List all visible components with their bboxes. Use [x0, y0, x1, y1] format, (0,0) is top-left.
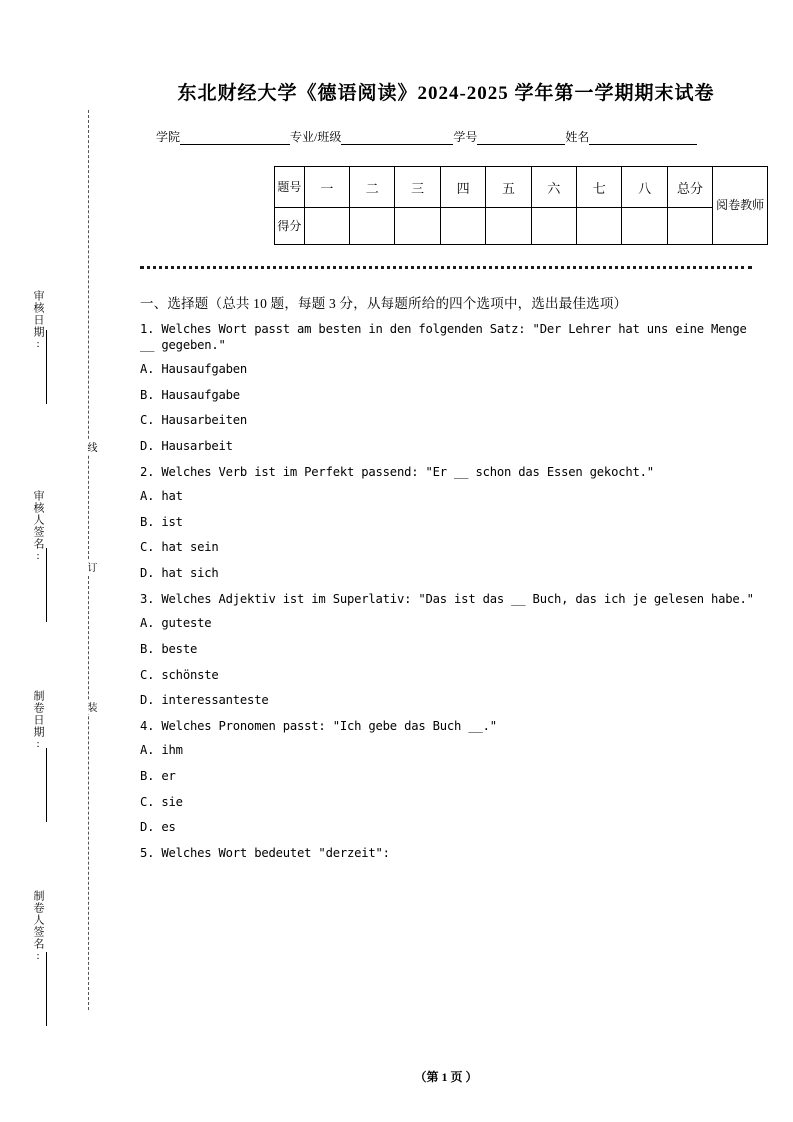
col-header-8: 八: [622, 167, 667, 208]
row-label-question-no: 题号: [275, 167, 305, 208]
score-cell-1[interactable]: [304, 208, 349, 245]
question-2-option-a[interactable]: A. hat: [140, 489, 183, 504]
score-cell-5[interactable]: [486, 208, 531, 245]
exam-page: [128, 0, 768, 1122]
col-header-4: 四: [440, 167, 485, 208]
question-5-text: 5. Welches Wort bedeutet "derzeit":: [140, 845, 390, 860]
question-1-option-a[interactable]: A. Hausaufgaben: [140, 362, 248, 377]
margin-bind-label: 订: [85, 562, 96, 572]
question-1-option-c[interactable]: C. Hausarbeiten: [140, 413, 248, 428]
score-cell-6[interactable]: [531, 208, 576, 245]
question-3-option-a[interactable]: A. guteste: [140, 616, 212, 631]
col-header-teacher: 阅卷教师: [713, 167, 768, 245]
page-footer: （第 1 页 ）: [414, 1070, 478, 1084]
col-header-7: 七: [577, 167, 622, 208]
table-row-header: [275, 167, 768, 208]
score-cell-7[interactable]: [577, 208, 622, 245]
col-header-3: 三: [395, 167, 440, 208]
margin-line-label: 线: [85, 442, 96, 452]
question-4-option-b[interactable]: B. er: [140, 768, 176, 783]
margin-review-date: 审核日期:: [32, 290, 44, 351]
question-4-option-c[interactable]: C. sie: [140, 794, 183, 809]
question-4-option-a[interactable]: A. ihm: [140, 743, 183, 758]
question-3-option-c[interactable]: C. schönste: [140, 667, 219, 682]
question-1-option-d[interactable]: D. Hausarbeit: [140, 439, 233, 454]
field-input-major[interactable]: [341, 131, 453, 145]
margin-blank-line-3: [46, 748, 48, 822]
margin-paper-date: 制卷日期:: [32, 690, 44, 751]
score-cell-2[interactable]: [350, 208, 395, 245]
question-3-option-d[interactable]: D. interessanteste: [140, 693, 269, 708]
margin-seal-label: 装: [85, 702, 96, 712]
divider-dotted: [140, 266, 752, 269]
score-cell-4[interactable]: [440, 208, 485, 245]
margin-blank-line-2: [46, 548, 48, 622]
score-cell-total[interactable]: [667, 208, 712, 245]
question-2-text: 2. Welches Verb ist im Perfekt passend: "Er __ schon das Essen gekocht.": [140, 464, 654, 479]
col-header-1: 一: [304, 167, 349, 208]
col-header-5: 五: [486, 167, 531, 208]
col-header-total: 总分: [667, 167, 712, 208]
question-4-option-d[interactable]: D. es: [140, 820, 176, 835]
margin-blank-line-1: [46, 330, 48, 404]
row-label-score: 得分: [275, 208, 305, 245]
margin-paper-maker-signature: 制卷人签名:: [32, 890, 44, 963]
margin-blank-line-4: [46, 952, 48, 1026]
field-input-college[interactable]: [180, 131, 290, 145]
field-label-studentid: 学号: [453, 130, 478, 144]
left-margin-annotations: [0, 0, 128, 1122]
field-label-major: 专业/班级: [290, 130, 342, 144]
question-4-text: 4. Welches Pronomen passt: "Ich gebe das Buch __.": [140, 718, 497, 733]
question-3-option-b[interactable]: B. beste: [140, 641, 198, 656]
question-2-option-b[interactable]: B. ist: [140, 514, 183, 529]
field-label-college: 学院: [156, 130, 181, 144]
field-label-name: 姓名: [565, 130, 590, 144]
section-heading: 一、选择题（总共 10 题，每题 3 分，从每题所给的四个选项中，选出最佳选项）: [140, 296, 628, 311]
field-input-name[interactable]: [589, 131, 697, 145]
table-row-scores: [275, 208, 768, 245]
question-list: [140, 322, 762, 870]
col-header-6: 六: [531, 167, 576, 208]
score-cell-3[interactable]: [395, 208, 440, 245]
question-2-option-c[interactable]: C. hat sein: [140, 540, 219, 555]
page-title: 东北财经大学《德语阅读》2024‑2025 学年第一学期期末试卷: [177, 83, 715, 104]
score-cell-8[interactable]: [622, 208, 667, 245]
question-3-text: 3. Welches Adjektiv ist im Superlativ: "Das ist das __ Buch, das ich je gelesen habe.": [140, 591, 754, 606]
field-input-studentid[interactable]: [477, 131, 565, 145]
col-header-2: 二: [350, 167, 395, 208]
score-table: [274, 166, 768, 245]
question-2-option-d[interactable]: D. hat sich: [140, 566, 219, 581]
margin-reviewer-signature: 审核人签名:: [32, 490, 44, 563]
question-1-option-b[interactable]: B. Hausaufgabe: [140, 387, 240, 402]
question-1-text: 1. Welches Wort passt am besten in den folgenden Satz: "Der Lehrer hat uns eine Menge __ gegeben.": [140, 322, 747, 352]
student-info-line: [156, 128, 752, 145]
